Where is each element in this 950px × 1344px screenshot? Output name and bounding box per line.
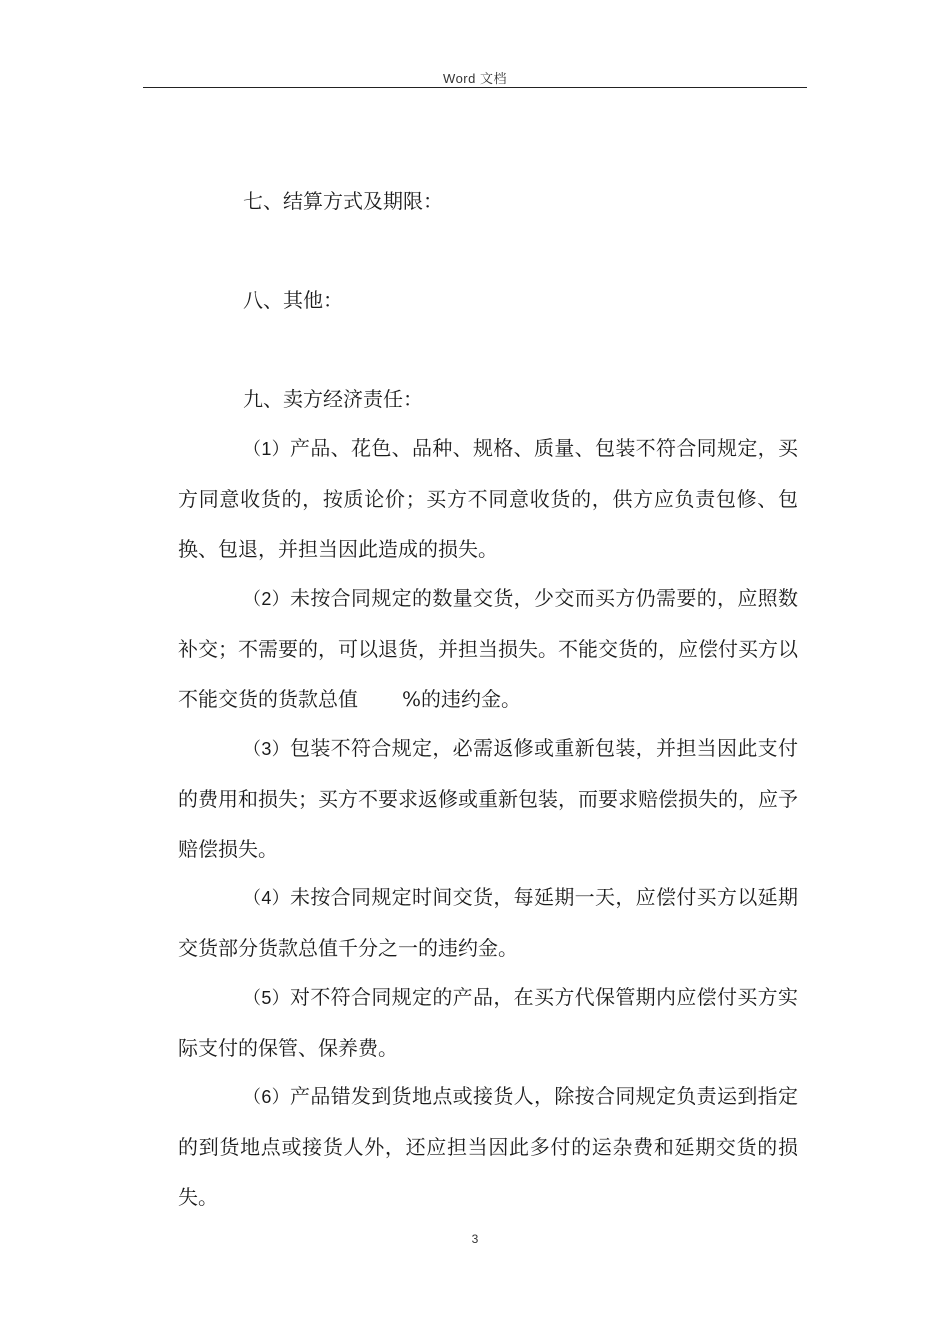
clause-text: 产品错发到货地点或接货人，除按合同规定负责运到指定的到货地点或接货人外，还应担当因此多付的运杂费和延期交货的损失。 (178, 1084, 799, 1209)
clause-1 (178, 423, 798, 574)
section-heading-7: 七、结算方式及期限： (243, 189, 443, 213)
clause-text-end: %的违约金。 (402, 687, 522, 711)
clause-text: 未按合同规定的数量交货，少交而买方仍需要的，应照数补交；不需要的，可以退货，并担当损失。不能交货的，应偿付买方以不能交货的货款总值 (178, 586, 799, 711)
clause-number: （6） (243, 1087, 291, 1107)
clause-text: 未按合同规定时间交货，每延期一天，应偿付买方以延期交货部分货款总值千分之一的违约金。 (178, 885, 799, 960)
clause-4 (178, 872, 798, 973)
clause-text: 对不符合同规定的产品，在买方代保管期内应偿付买方实际支付的保管、保养费。 (178, 985, 799, 1060)
clause-text: 包装不符合规定，必需返修或重新包装，并担当因此支付的费用和损失；买方不要求返修或重新包装，而要求赔偿损失的，应予赔偿损失。 (178, 736, 799, 861)
page-header: Word 文档 (443, 71, 507, 86)
clause-number: （3） (243, 739, 291, 759)
clause-number: （1） (243, 439, 291, 459)
page-number: 3 (471, 1232, 479, 1246)
header-divider (143, 87, 807, 88)
clause-number: （5） (243, 988, 291, 1008)
clause-6 (178, 1071, 798, 1222)
clause-text: 产品、花色、品种、规格、质量、包装不符合同规定，买方同意收货的，按质论价；买方不同意收货的，供方应负责包修、包换、包退，并担当因此造成的损失。 (178, 436, 799, 561)
clause-number: （4） (243, 888, 291, 908)
clause-3 (178, 723, 798, 874)
clause-2 (178, 573, 798, 724)
clause-5 (178, 972, 798, 1073)
clause-number: （2） (243, 589, 291, 609)
section-heading-8: 八、其他： (243, 288, 343, 312)
section-heading-9: 九、卖方经济责任： (243, 387, 423, 411)
